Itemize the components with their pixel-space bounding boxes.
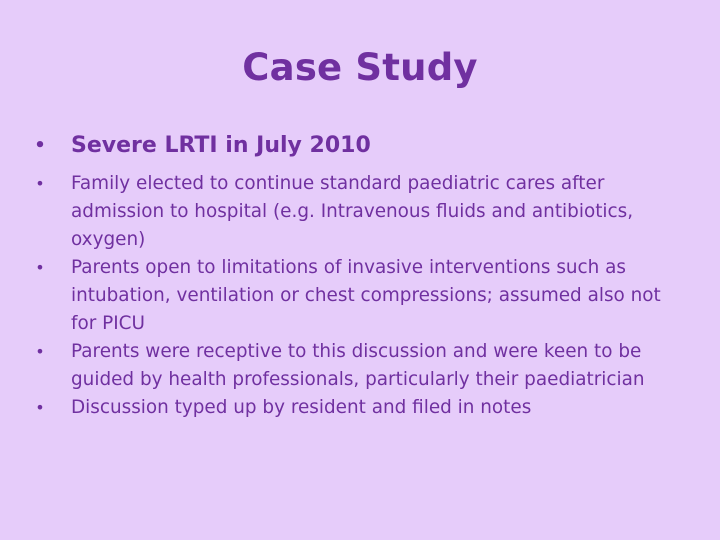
bullet-text: Parents open to limitations of invasive interventions such as intubation, ventilation or chest compressions; assumed also not for PICU [71,257,661,334]
bullet-text: Family elected to continue standard paediatric cares after admission to hospital (e.g. Intravenous fluids and antibiotics, oxygen) [71,173,634,250]
bullet-item-documentation [30,394,690,422]
bullet-text: Severe LRTI in July 2010 [71,133,371,158]
bullet-text: Discussion typed up by resident and filed in notes [71,397,532,418]
bullet-dot-icon: • [35,258,45,277]
bullet-text: Parents were receptive to this discussion and were keen to be guided by health professionals, particularly their paediatrician [71,341,645,390]
bullet-item-intervention-limits [30,254,690,338]
bullet-dot-icon: • [34,135,46,156]
bullet-dot-icon: • [35,342,45,361]
bullet-item-parent-receptiveness [30,338,690,394]
slide-content [30,130,690,422]
bullet-dot-icon: • [35,398,45,417]
bullet-dot-icon: • [35,174,45,193]
slide-title: Case Study [242,46,478,89]
bullet-item-case-summary [30,130,690,162]
bullet-list [30,130,690,422]
bullet-item-family-decision [30,170,690,254]
